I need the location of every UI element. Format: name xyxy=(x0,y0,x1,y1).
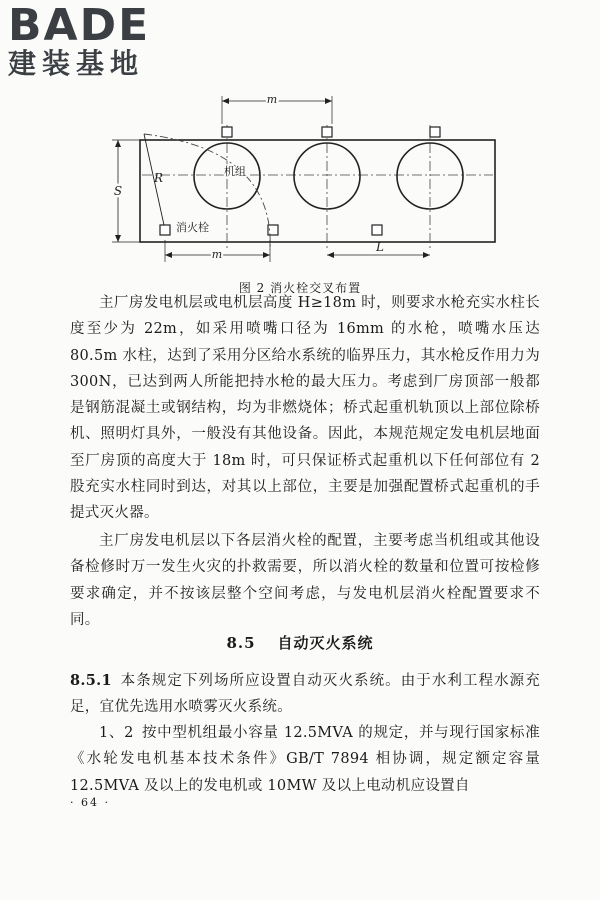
logo xyxy=(8,0,178,84)
hydrant-top xyxy=(322,127,332,137)
unit-label: 机组 xyxy=(224,165,246,178)
item-text: 按中型机组最小容量 12.5MVA 的规定，并与现行国家标准《水轮发电机基本技术条件》GB/T 7894 相协调，规定额定容量 12.5MVA 及以上的发电机或 10MW 及以上电动机应设置自 xyxy=(70,725,540,794)
page-number: · 64 · xyxy=(70,796,110,809)
dim-label-L: L xyxy=(376,240,384,254)
figure-caption: 图 2 消火栓交叉布置 xyxy=(238,281,362,295)
clause-8-5-1 xyxy=(70,668,540,721)
item-number: 1、2 xyxy=(99,725,134,741)
dim-label-m-bottom: m xyxy=(211,248,223,261)
clause-1-2 xyxy=(70,720,540,799)
hydrant-bottom xyxy=(372,225,382,235)
hydrant-layout-figure xyxy=(100,90,520,280)
clause-number: 8.5.1 xyxy=(70,672,112,689)
clause-text: 本条规定下列场所应设置自动灭火系统。由于水利工程水源充足，宜优先选用水喷雾灭火系统。 xyxy=(70,673,540,716)
hydrant-bottom xyxy=(160,225,170,235)
logo-subtitle: 建装基地 xyxy=(8,47,145,80)
radius-label: R xyxy=(154,171,164,185)
dim-label-m-top: m xyxy=(266,93,278,106)
logo-wordmark: BADE xyxy=(8,0,151,51)
hydrant-top xyxy=(430,127,440,137)
section-number: 8.5 xyxy=(226,634,256,652)
dim-label-S: S xyxy=(113,184,123,198)
body-paragraph-2: 主厂房发电机层以下各层消火栓的配置，主要考虑当机组或其他设备检修时万一发生火灾的扑救需要，所以消火栓的数量和位置可按检修要求确定，并不按该层整个空间考虑，与发电机层消火栓配置要求不同。 xyxy=(70,533,540,628)
section-title: 自动灭火系统 xyxy=(277,634,374,652)
body-paragraph-1: 主厂房发电机层或电机层高度 H≥18m 时，则要求水枪充实水柱长度至少为 22m，如采用喷嘴口径为 16mm 的水枪，喷嘴水压达 80.5m 水柱，达到了采用分区给水系统的临界压力，其水枪反作用力为 300N，已达到两人所能把持水枪的最大压力。考虑到厂房顶部一般都是钢筋混凝土或钢结构，均为非燃烧体；桥式起重机轨顶以上部位除桥机、照明灯具外，一般没有其他设备。因此，本规范规定发电机层地面至厂房顶的高度大于 18m 时，可只保证桥式起重机以下任何部位有 2 股充实水柱同时到达，对其以上部位，主要是加强配置桥式起重机的手提式灭火器。 xyxy=(70,295,540,522)
hydrant-label: 消火栓 xyxy=(176,221,209,234)
hydrant-top xyxy=(222,127,232,137)
section-heading xyxy=(0,632,600,653)
